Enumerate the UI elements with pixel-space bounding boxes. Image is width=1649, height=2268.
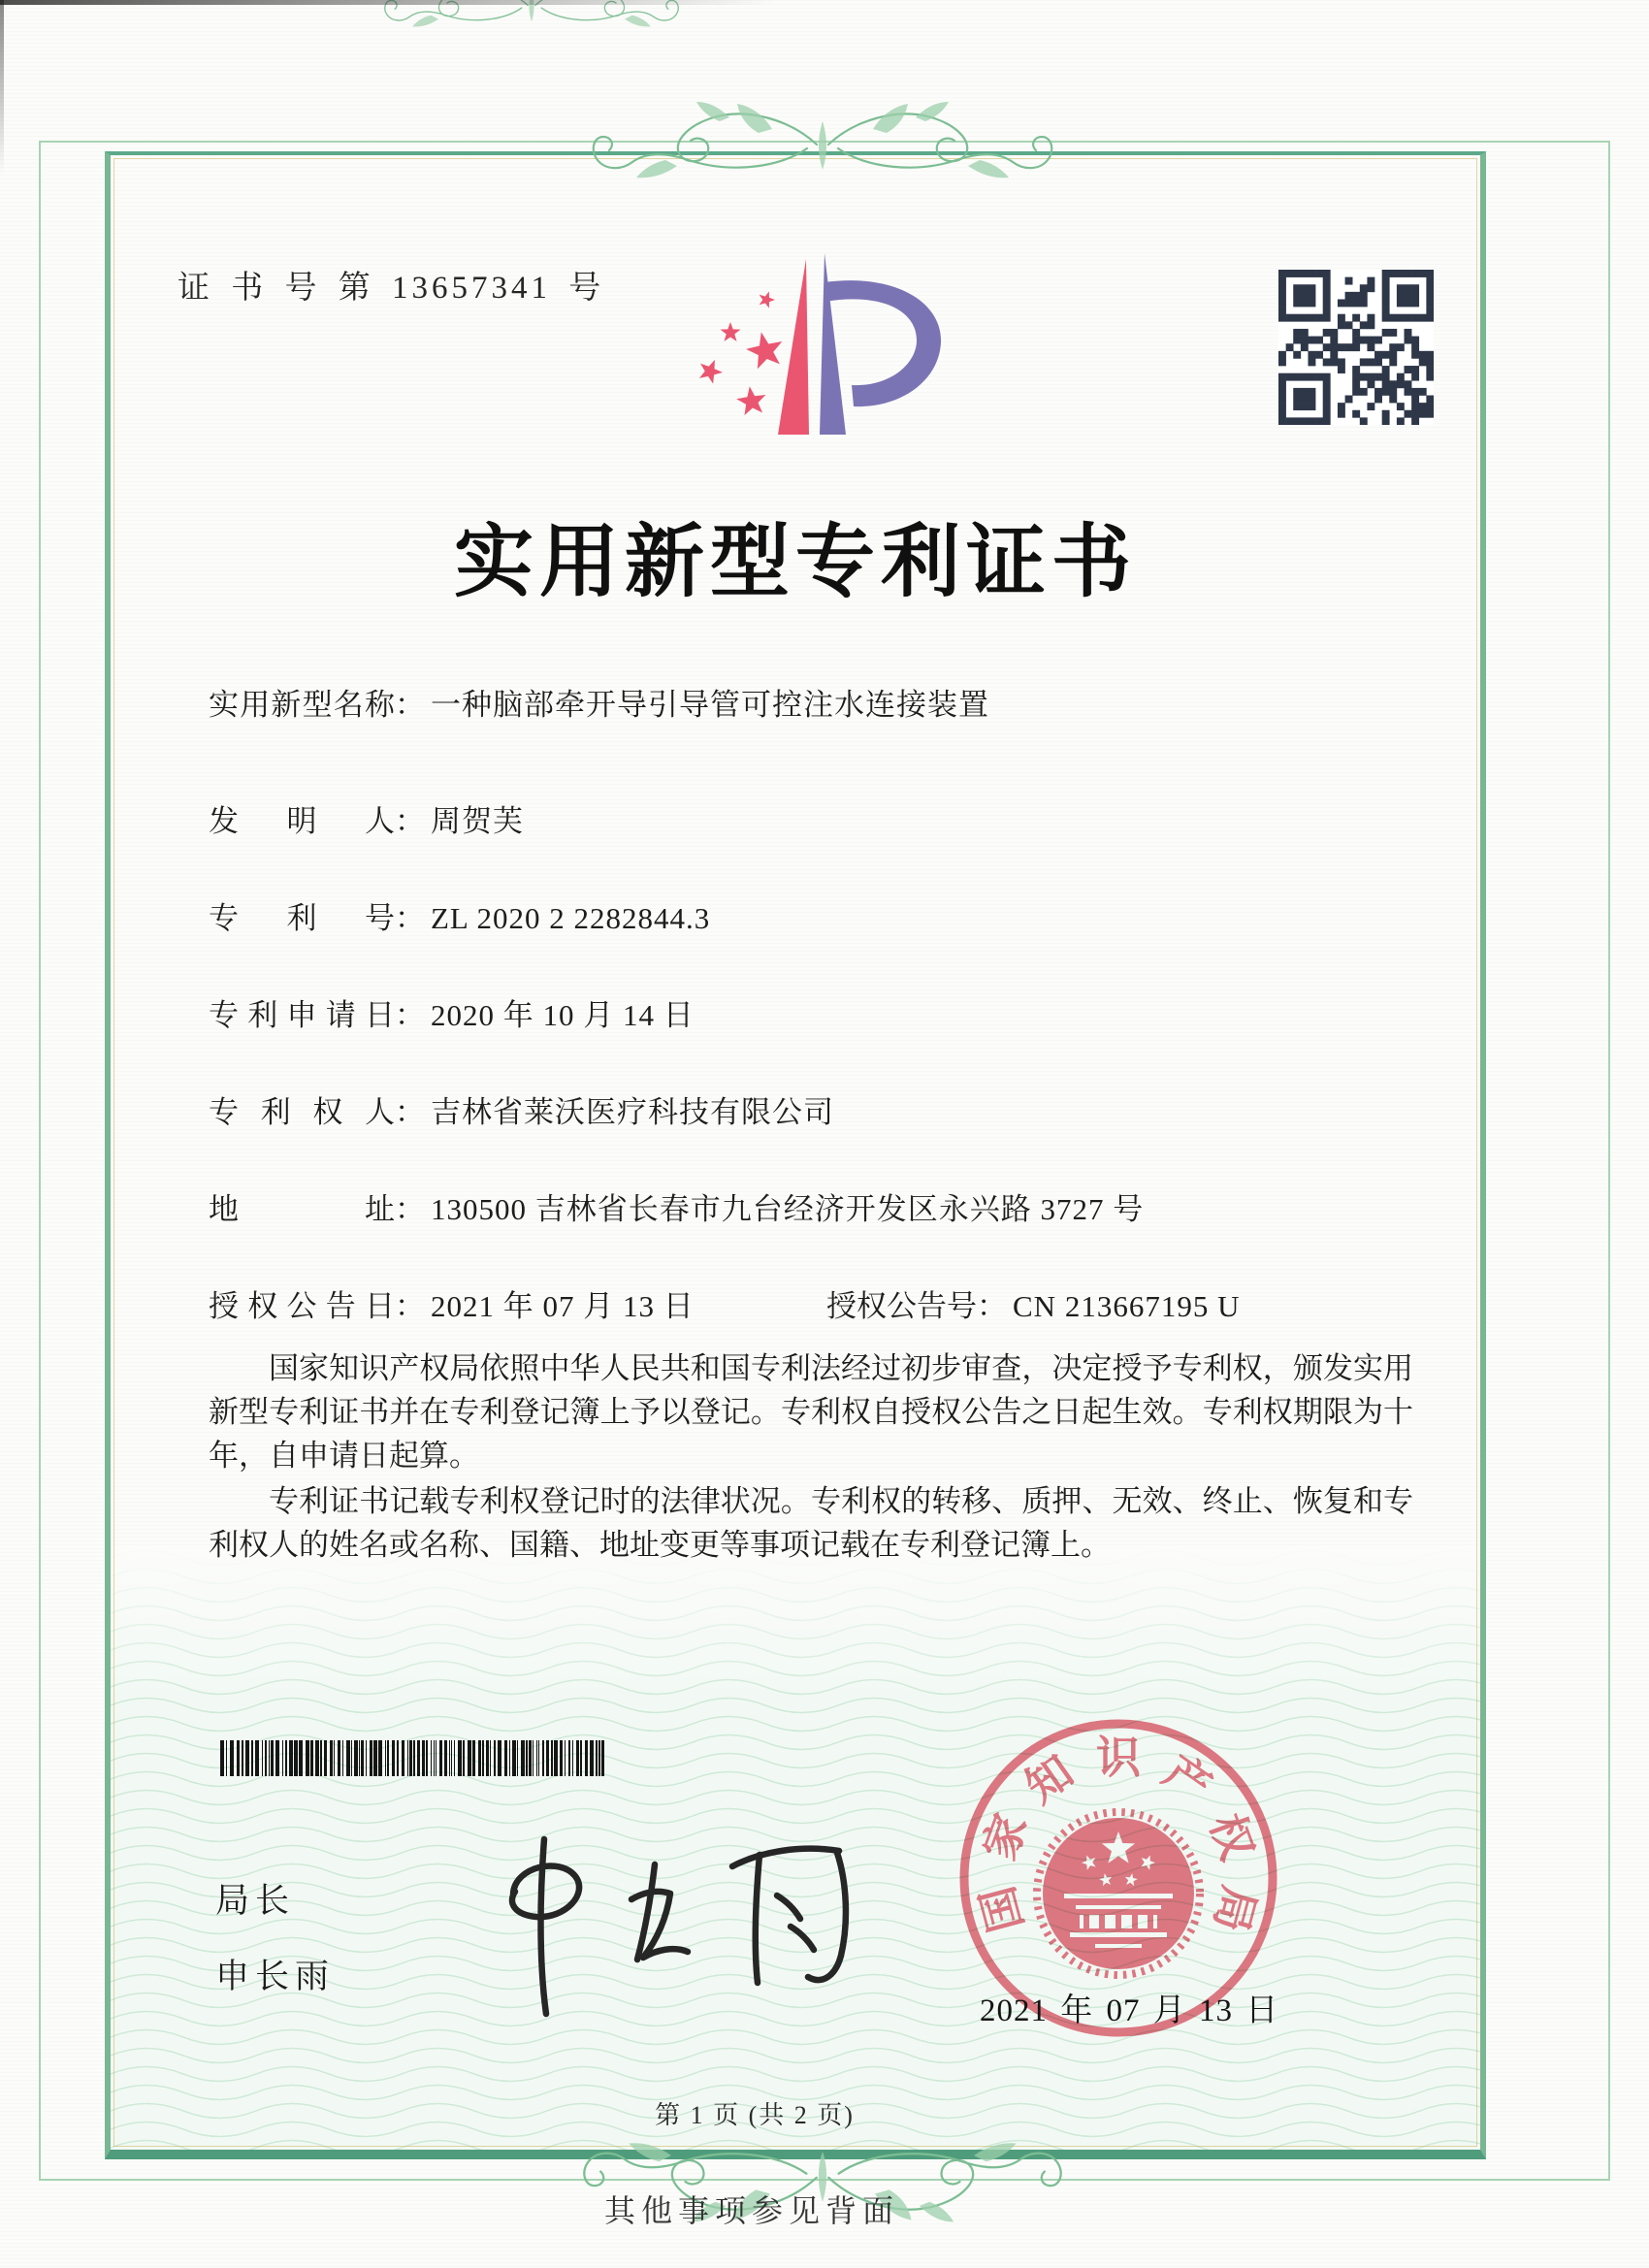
field-label: 专 利 号 xyxy=(209,901,395,935)
field-value: ZL 2020 2 2282844.3 xyxy=(431,901,711,935)
logo-purple-wedge xyxy=(820,253,846,435)
legal-text-block xyxy=(209,1346,1413,1567)
director-signature-icon xyxy=(451,1822,888,2025)
certificate-number: 证 书 号 第 13657341 号 xyxy=(178,271,605,306)
field-value: 130500 吉林省长春市九台经济开发区永兴路 3727 号 xyxy=(431,1192,1145,1226)
field-label: 专利申请日 xyxy=(209,998,395,1032)
field-row-address xyxy=(209,1190,1144,1229)
field-value: 周贺芙 xyxy=(431,804,524,838)
field-label: 实用新型名称 xyxy=(209,688,395,722)
field-label: 授权公告号 xyxy=(826,1289,977,1323)
svg-text:权: 权 xyxy=(1200,1807,1263,1866)
field-value: 2020 年 10 月 14 日 xyxy=(431,998,695,1032)
svg-text:国: 国 xyxy=(972,1881,1032,1937)
field-row-filing-date xyxy=(209,996,695,1035)
field-value: 2021 年 07 月 13 日 xyxy=(431,1289,695,1323)
qr-code-icon xyxy=(1278,270,1434,425)
seal-national-emblem xyxy=(1037,1812,1200,1975)
field-colon: ： xyxy=(395,1192,425,1226)
page-number: 第 1 页 (共 2 页) xyxy=(655,2101,855,2129)
field-row-inventor xyxy=(209,802,524,841)
top-flourish-ornament xyxy=(580,97,1065,184)
legal-paragraph-2: 专利证书记载专利权登记时的法律状况。专利权的转移、质押、无效、终止、恢复和专利权人的姓名或名称、国籍、地址变更等事项记载在专利登记簿上。 xyxy=(209,1484,1413,1562)
field-value: 一种脑部牵开导引导管可控注水连接装置 xyxy=(431,688,989,722)
field-label: 地 址 xyxy=(209,1192,395,1226)
field-value: 吉林省莱沃医疗科技有限公司 xyxy=(431,1095,834,1129)
cnipa-logo xyxy=(679,247,970,451)
logo-red-spike xyxy=(778,259,809,435)
svg-text:产: 产 xyxy=(1154,1746,1220,1813)
field-row-patent-number xyxy=(209,899,710,938)
page-title: 实用新型专利证书 xyxy=(453,518,1137,606)
logo-p-bowl xyxy=(824,280,941,406)
field-value: CN 213667195 U xyxy=(1013,1289,1241,1323)
director-title: 局长 xyxy=(215,1882,296,1920)
field-colon: ： xyxy=(395,688,425,722)
field-colon: ： xyxy=(395,1095,425,1129)
director-name: 申长雨 xyxy=(215,1958,336,1995)
seal-date: 2021 年 07 月 13 日 xyxy=(980,1993,1279,2028)
barcode-icon xyxy=(220,1740,611,1776)
field-colon: ： xyxy=(395,998,425,1032)
svg-text:局: 局 xyxy=(1205,1881,1265,1937)
field-colon: ： xyxy=(395,1289,425,1323)
field-label: 发 明 人 xyxy=(209,804,395,838)
legal-paragraph-1: 国家知识产权局依照中华人民共和国专利法经过初步审查，决定授予专利权，颁发实用新型专利证书并在专利登记簿上予以登记。专利权自授权公告之日起生效。专利权期限为十年，自申请日起算。 xyxy=(209,1351,1413,1473)
field-row-grant-date xyxy=(209,1287,1241,1326)
field-colon: ： xyxy=(395,804,425,838)
svg-text:识: 识 xyxy=(1096,1733,1141,1783)
field-row-patentee xyxy=(209,1093,834,1132)
scan-edge-artifact-top xyxy=(0,0,970,5)
field-row-utility-model-name xyxy=(209,686,989,725)
field-colon: ： xyxy=(977,1289,1007,1323)
back-side-note: 其他事项参见背面 xyxy=(603,2193,899,2228)
svg-text:家: 家 xyxy=(974,1807,1037,1866)
field-colon: ： xyxy=(395,901,425,935)
scan-edge-artifact-left xyxy=(0,0,4,175)
field-label: 专 利 权 人 xyxy=(209,1095,395,1129)
svg-text:知: 知 xyxy=(1017,1746,1083,1813)
field-label: 授权公告日 xyxy=(209,1289,395,1323)
field-grant-publication-number xyxy=(826,1287,1240,1326)
logo-stars xyxy=(699,291,782,415)
